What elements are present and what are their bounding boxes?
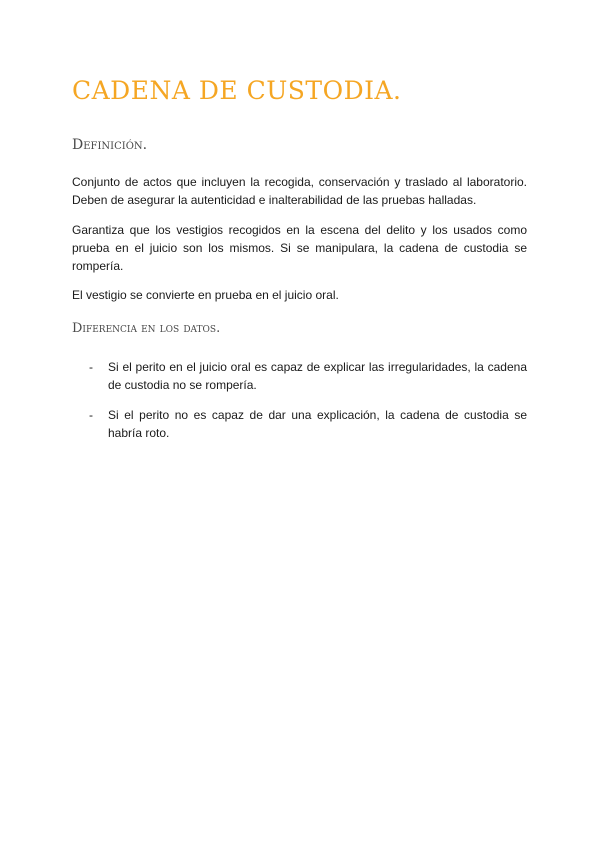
section-heading-definicion: Definición. <box>72 137 148 153</box>
paragraph-vestigio: El vestigio se convierte en prueba en el juicio oral. <box>72 288 339 302</box>
list-item <box>72 358 527 394</box>
bullet-text: Si el perito no es capaz de dar una explicación, la cadena de custodia se habría roto. <box>108 408 527 440</box>
bullet-dash: - <box>89 408 93 422</box>
bullet-text: Si el perito en el juicio oral es capaz de explicar las irregularidades, la cadena de custodia no se rompería. <box>108 360 527 392</box>
section-heading-diferencia: Diferencia en los datos. <box>72 321 221 336</box>
paragraph-definition: Conjunto de actos que incluyen la recogida, conservación y traslado al laboratorio. Deben de asegurar la autenticidad e inalterabilidad de las pruebas halladas. <box>72 175 527 207</box>
bullet-list <box>72 358 527 454</box>
list-item <box>72 406 527 442</box>
bullet-dash: - <box>89 360 93 374</box>
document-title: CADENA DE CUSTODIA. <box>72 76 402 105</box>
paragraph-garantiza: Garantiza que los vestigios recogidos en la escena del delito y los usados como prueba en el juicio son los mismos. Si se manipulara, la cadena de custodia se rompería. <box>72 223 527 273</box>
